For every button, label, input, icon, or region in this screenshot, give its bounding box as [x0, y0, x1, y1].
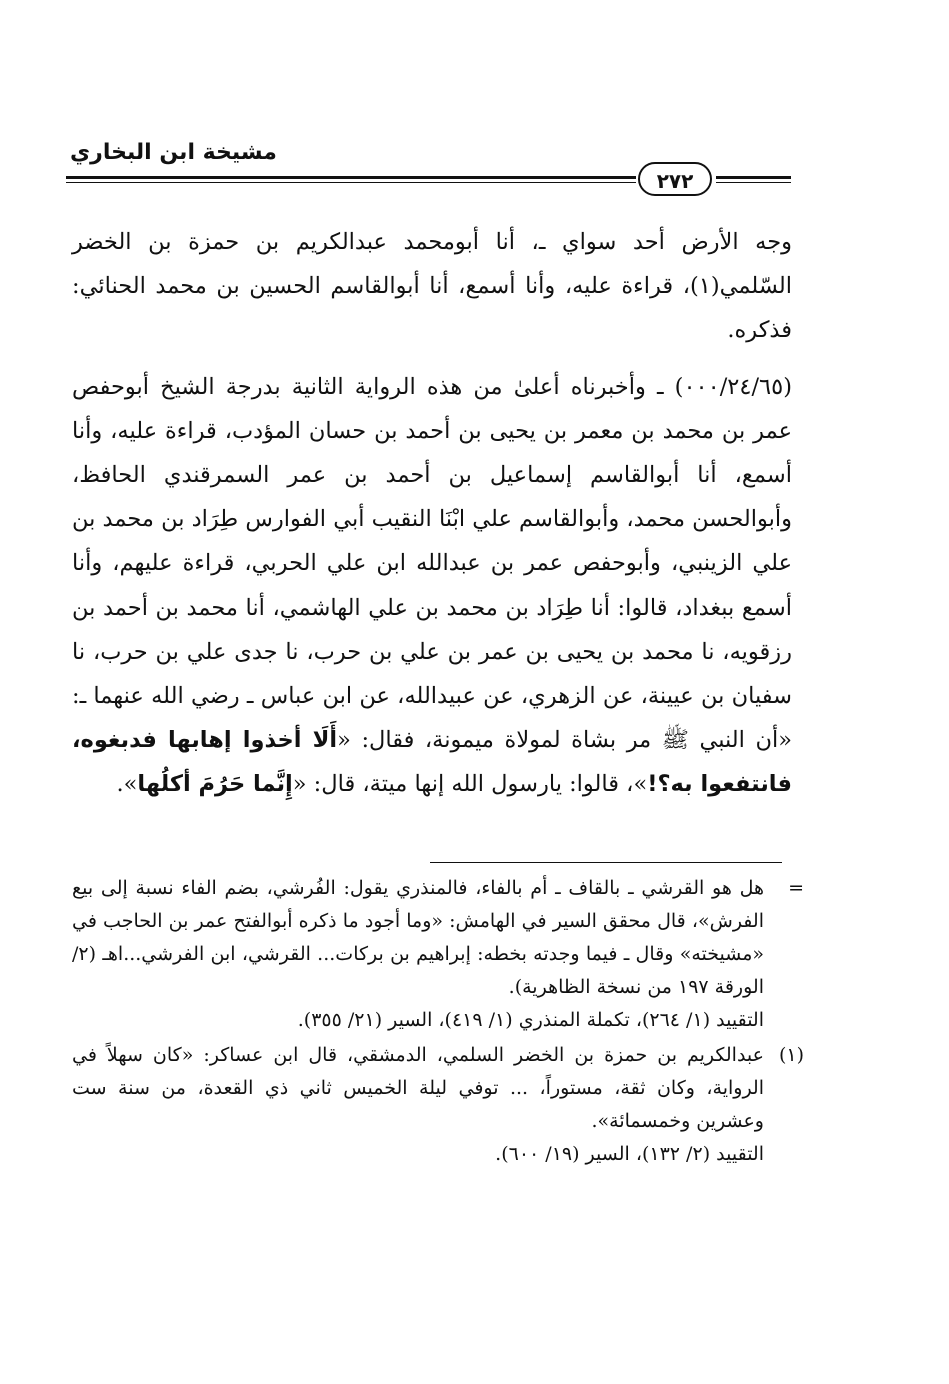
hadith-quote-1: أَلَا أخذوا إهابها فدبغوه، فانتفعوا به؟!: [72, 727, 792, 798]
footnote-separator: [430, 862, 782, 863]
page-number-badge: ٢٧٢: [638, 162, 712, 196]
header-rule-left-thick: [66, 176, 636, 179]
footnote-1: [72, 1039, 804, 1171]
footnote-continuation: [72, 872, 804, 1037]
hadith-middle: »، قالوا: يارسول الله إنها ميتة، قال: «: [292, 771, 648, 798]
paragraph-hadith: [72, 365, 792, 807]
footnote-continuation-text: هل هو القرشي ـ بالقاف ـ أم بالفاء، فالمنذري يقول: الفُرشي، بضم الفاء نسبة إلى بيع الفرش»، قال محقق السير في الهامش: «وما أجود ما ذكره أبوالفتح عمر بن الحاجب في «مشيخته» وقال ـ فيما وجدته بخطه: إبراهيم بن بركات... القرشي، ابن الفرشي...اهـ (٢/ الورقة ١٩٧ من نسخة الظاهرية).: [72, 877, 764, 998]
hadith-end: ».: [116, 771, 138, 798]
footnote-1-text: عبدالكريم بن حمزة بن الخضر السلمي، الدمشقي، قال ابن عساكر: «كان سهلاً في الرواية، وكان ثقة، مستوراً، ... توفي ليلة الخميس ثاني ذي القعدة، من سنة ست وعشرين وخمسمائة».: [72, 1044, 764, 1132]
header-rule-right-thick: [716, 176, 791, 179]
header-rule-right-thin: [716, 182, 791, 183]
hadith-quote-2: إِنَّما حَرُمَ أكلُها: [137, 771, 293, 798]
footnotes: [72, 872, 804, 1171]
paragraph-continuation: وجه الأرض أحد سواي ـ، أنا أبومحمد عبدالكريم بن حمزة بن الخضر السّلمي(١)، قراءة عليه، وأنا أسمع، أنا أبوالقاسم الحسين بن محمد الحنائي: فذكره.: [72, 229, 792, 344]
footnote-1-mark: (١): [778, 1044, 804, 1066]
footnote-continuation-mark: =: [788, 877, 804, 899]
footnote-1-refs: التقييد (٢/ ١٣٢)، السير (١٩/ ٦٠٠).: [495, 1143, 764, 1165]
hadith-isnad: (٠٠٠/٢٤/٦٥) ـ وأخبرناه أعلىٰ من هذه الرواية الثانية بدرجة الشيخ أبوحفص عمر بن محمد بن معمر بن يحيى بن أحمد بن حسان المؤدب، قراءة عليه، وأنا أسمع، أنا أبوالقاسم إسماعيل بن أحمد بن عمر السمرقندي الحافظ، وأبوالحسن محمد، وأبوالقاسم علي ابْنَا النقيب أبي الفوارس طِرَاد بن محمد بن علي الزينبي، وأبوحفص عمر بن عبدالله ابن علي الحربي، قراءة عليهم، وأنا أسمع ببغداد، قالوا: أنا طِرَاد بن محمد بن علي الهاشمي، أنا محمد بن أحمد بن رزقويه، نا محمد بن يحيى بن عمر بن علي بن حرب، نا جدى علي بن حرب، نا سفيان بن عيينة، عن الزهري، عن عبيدالله، عن ابن عباس ـ رضي الله عنهما ـ: «أن النبي ﷺ مر بشاة لمولاة ميمونة، فقال: «: [71, 373, 792, 754]
running-header-title: مشيخة ابن البخاري: [70, 140, 277, 165]
footnote-continuation-refs: التقييد (١/ ٢٦٤)، تكملة المنذري (١/ ٤١٩)، السير (٢١/ ٣٥٥).: [297, 1009, 764, 1031]
main-text: [72, 220, 792, 807]
header-rule-left-thin: [66, 182, 636, 183]
